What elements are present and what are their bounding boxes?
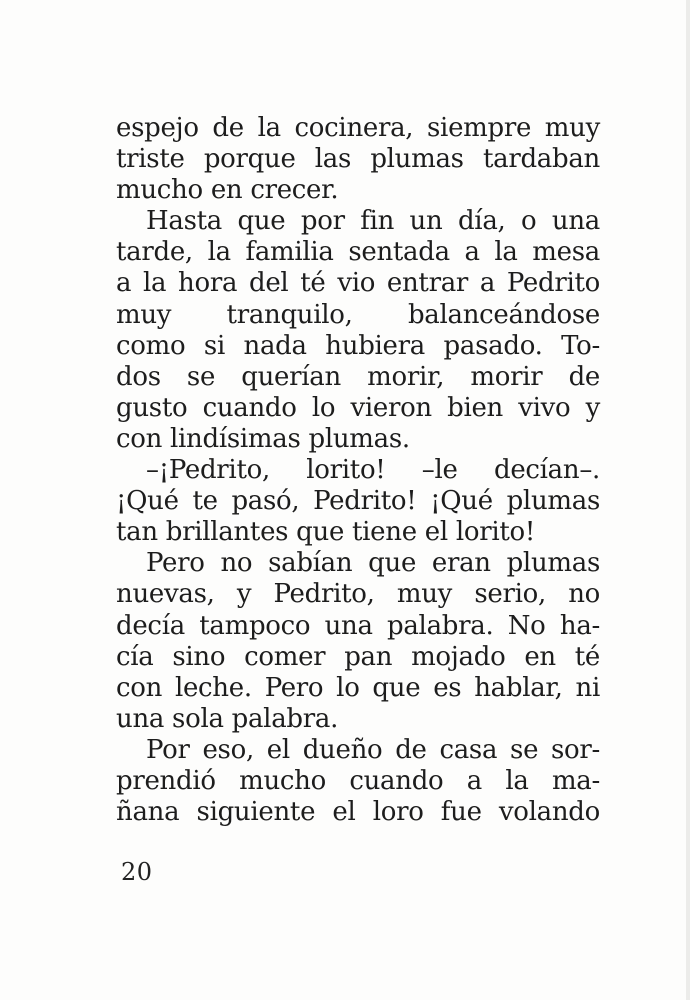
text-line: como si nada hubiera pasado. To- bbox=[116, 330, 600, 361]
text-line: tarde, la familia sentada a la mesa bbox=[116, 237, 600, 268]
text-line: Pero no sabían que eran plumas bbox=[146, 548, 600, 579]
text-line: muy tranquilo, balanceándose bbox=[116, 299, 600, 330]
text-line: dos se querían morir, morir de bbox=[116, 361, 600, 392]
text-line: gusto cuando lo vieron bien vivo y bbox=[116, 392, 600, 423]
text-line: –¡Pedrito, lorito! –le decían–. bbox=[146, 455, 600, 486]
text-line: nuevas, y Pedrito, muy serio, no bbox=[116, 579, 600, 610]
text-line: Hasta que por fin un día, o una bbox=[146, 206, 600, 237]
text-line: Por eso, el dueño de casa se sor- bbox=[146, 734, 600, 765]
text-line: con lindísimas plumas. bbox=[116, 423, 410, 454]
text-line: tan brillantes que tiene el lorito! bbox=[116, 517, 535, 548]
page-number: 20 bbox=[121, 858, 153, 886]
text-line: una sola palabra. bbox=[116, 703, 339, 734]
text-line: decía tampoco una palabra. No ha- bbox=[116, 610, 600, 641]
text-line: con leche. Pero lo que es hablar, ni bbox=[116, 672, 600, 703]
text-line: a la hora del té vio entrar a Pedrito bbox=[116, 268, 600, 299]
body-text bbox=[116, 113, 600, 828]
text-line: espejo de la cocinera, siempre muy bbox=[116, 113, 600, 143]
text-line: cía sino comer pan mojado en té bbox=[116, 641, 600, 672]
page-edge bbox=[686, 0, 690, 1000]
text-line: mucho en crecer. bbox=[116, 175, 339, 206]
text-line: ñana siguiente el loro fue volando bbox=[116, 797, 600, 828]
text-line: triste porque las plumas tardaban bbox=[116, 144, 600, 175]
text-line: prendió mucho cuando a la ma- bbox=[116, 765, 600, 796]
text-line: ¡Qué te pasó, Pedrito! ¡Qué plumas bbox=[116, 486, 600, 517]
